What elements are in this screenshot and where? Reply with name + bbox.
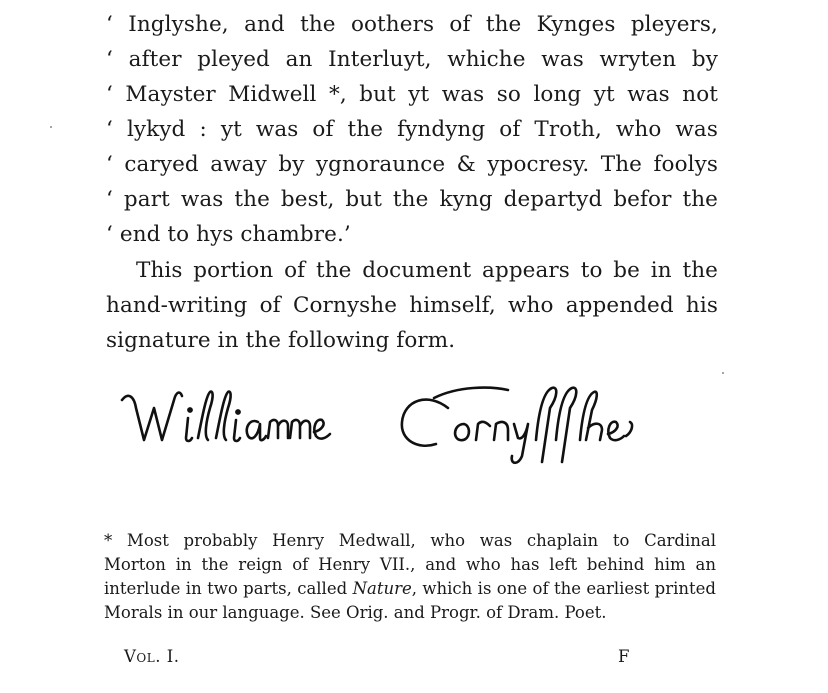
quote-line: ‘ after pleyed an Interluyt, whiche was wryten by xyxy=(106,47,718,72)
quote-line: ‘ end to hys chambre.’ xyxy=(106,222,351,247)
quote-line: ‘ part was the best, but the kyng departyd befor the xyxy=(106,187,718,212)
handwritten-signature xyxy=(118,378,698,468)
quote-line: ‘ lykyd : yt was of the fyndyng of Troth, who was xyxy=(106,117,718,142)
signature-image xyxy=(118,378,698,468)
signature-mark: F xyxy=(618,647,630,666)
quote-line: ‘ Mayster Midwell *, but yt was so long yt was not xyxy=(106,82,718,107)
footnote-text: , which is one of the earliest printed xyxy=(411,579,716,598)
paper-speck xyxy=(722,372,724,374)
paragraph-line: This portion of the document appears to be in the xyxy=(136,258,718,283)
quote-line: ‘ caryed away by ygnoraunce & ypocresy. The foolys xyxy=(106,152,718,177)
paper-speck xyxy=(50,126,52,128)
footnote-line: Morals in our language. See Orig. and Progr. of Dram. Poet. xyxy=(104,603,607,622)
volume-mark: Vol. I. xyxy=(124,647,180,666)
footnote-title: Nature xyxy=(352,579,412,598)
footnote-line xyxy=(104,577,716,601)
footnote-line: * Most probably Henry Medwall, who was chaplain to Cardinal xyxy=(104,531,716,550)
footnote-line: Morton in the reign of Henry VII., and who has left behind him an xyxy=(104,555,716,574)
paragraph-line: signature in the following form. xyxy=(106,328,456,353)
footnote-text: interlude in two parts, called xyxy=(104,579,353,598)
paragraph-line: hand-writing of Cornyshe himself, who appended his xyxy=(106,293,718,318)
quote-line: ‘ Inglyshe, and the oothers of the Kynges pleyers, xyxy=(106,12,718,37)
